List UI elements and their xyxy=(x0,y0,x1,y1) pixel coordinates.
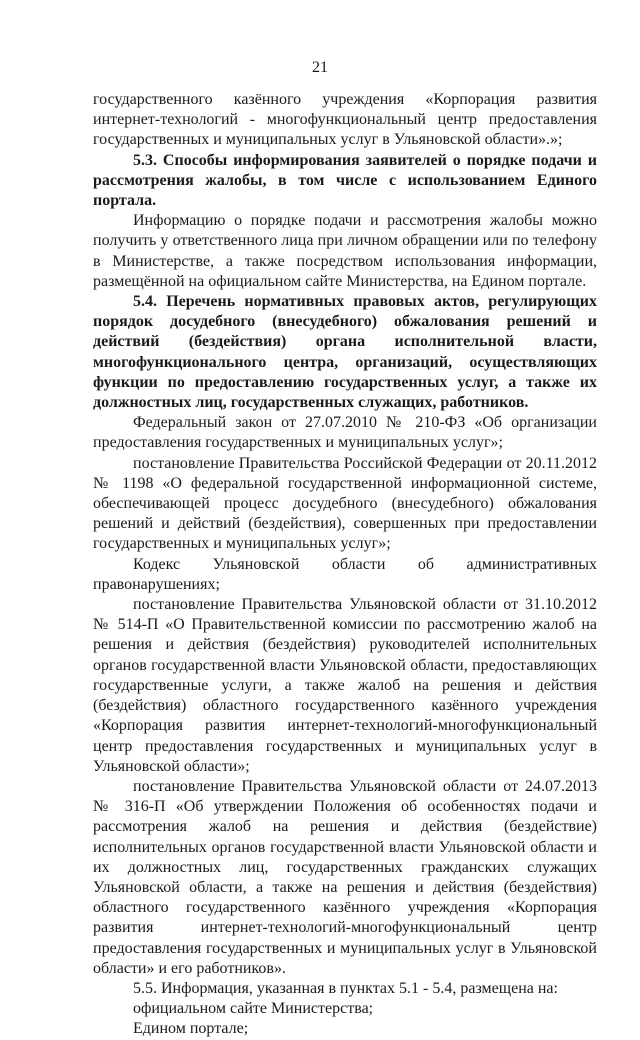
section-5-5: 5.5. Информация, указанная в пунктах 5.1 - 5.4, размещена на: xyxy=(133,979,558,997)
list-item-federal-law: Федеральный закон от 27.07.2010 № 210-ФЗ «Об организации предоставления государственных и муниципальных услуг»; xyxy=(93,414,597,452)
list-item-resolution-316: постановление Правительства Ульяновской области от 24.07.2013 № 316-П «Об утверждении Положения об особенностях подачи и рассмотрения жалоб на решения и действия (бездействие) исполнительных органов государственной власти Ульяновской области и их должностных лиц, государственных гражданских служащих Ульяновской области, а также на решения и действия (бездействия) областного государственного казённого учреждения «Корпорация развития интернет-технологий-многофункциональный центр предоставления государственных и муниципальных услуг в Ульяновской области» и его работников». xyxy=(93,777,597,977)
paragraph-continuation: государственного казённого учреждения «Корпорация развития интернет-технологий - многофункциональный центр предоставления государственных и муниципальных услуг в Ульяновской области».»; xyxy=(93,91,597,149)
list-item-rf-resolution: постановление Правительства Российской Федерации от 20.11.2012 № 1198 «О федеральной государственной информационной системе, обеспечивающей процесс досудебного (внесудебного) обжалования решений и действий (бездействия), совершенных при предоставлении государственных и муниципальных услуг»; xyxy=(93,454,597,553)
list-item-unified-portal: Едином портале; xyxy=(133,1020,249,1038)
list-item-resolution-514: постановление Правительства Ульяновской области от 31.10.2012 № 514-П «О Правительственной комиссии по рассмотрению жалоб на решения и действия (бездействия) руководителей исполнительных органов государственной власти Ульяновской области, предоставляющих государственные услуги, а также жалоб на решения и действия (бездействия) областного государственного казённого учреждения «Корпорация развития интернет-технологий-многофункциональный центр предоставления государственных и муниципальных услуг в Ульяновской области»; xyxy=(93,596,597,775)
document-body xyxy=(93,90,597,1040)
list-item-regional-code: Кодекс Ульяновской области об административных правонарушениях; xyxy=(93,555,597,593)
page-number: 21 xyxy=(312,59,328,76)
section-heading-5-4: 5.4. Перечень нормативных правовых актов, регулирующих порядок досудебного (внесудебного) обжалования решений и действий (бездействия) органа исполнительной власти, многофункционального центра, организаций, осуществляющих функции по предоставлению государственных услуг, а также их должностных лиц, государственных служащих, работников. xyxy=(93,293,597,412)
list-item-ministry-site: официальном сайте Министерства; xyxy=(133,1000,374,1018)
paragraph-info-methods: Информацию о порядке подачи и рассмотрения жалобы можно получить у ответственного лица при личном обращении или по телефону в Министерстве, а также посредством использования информации, размещённой на официальном сайте Министерства, на Едином портале. xyxy=(93,212,597,290)
section-heading-5-3: 5.3. Способы информирования заявителей о порядке подачи и рассмотрения жалобы, в том числе с использованием Единого портала. xyxy=(93,151,597,210)
